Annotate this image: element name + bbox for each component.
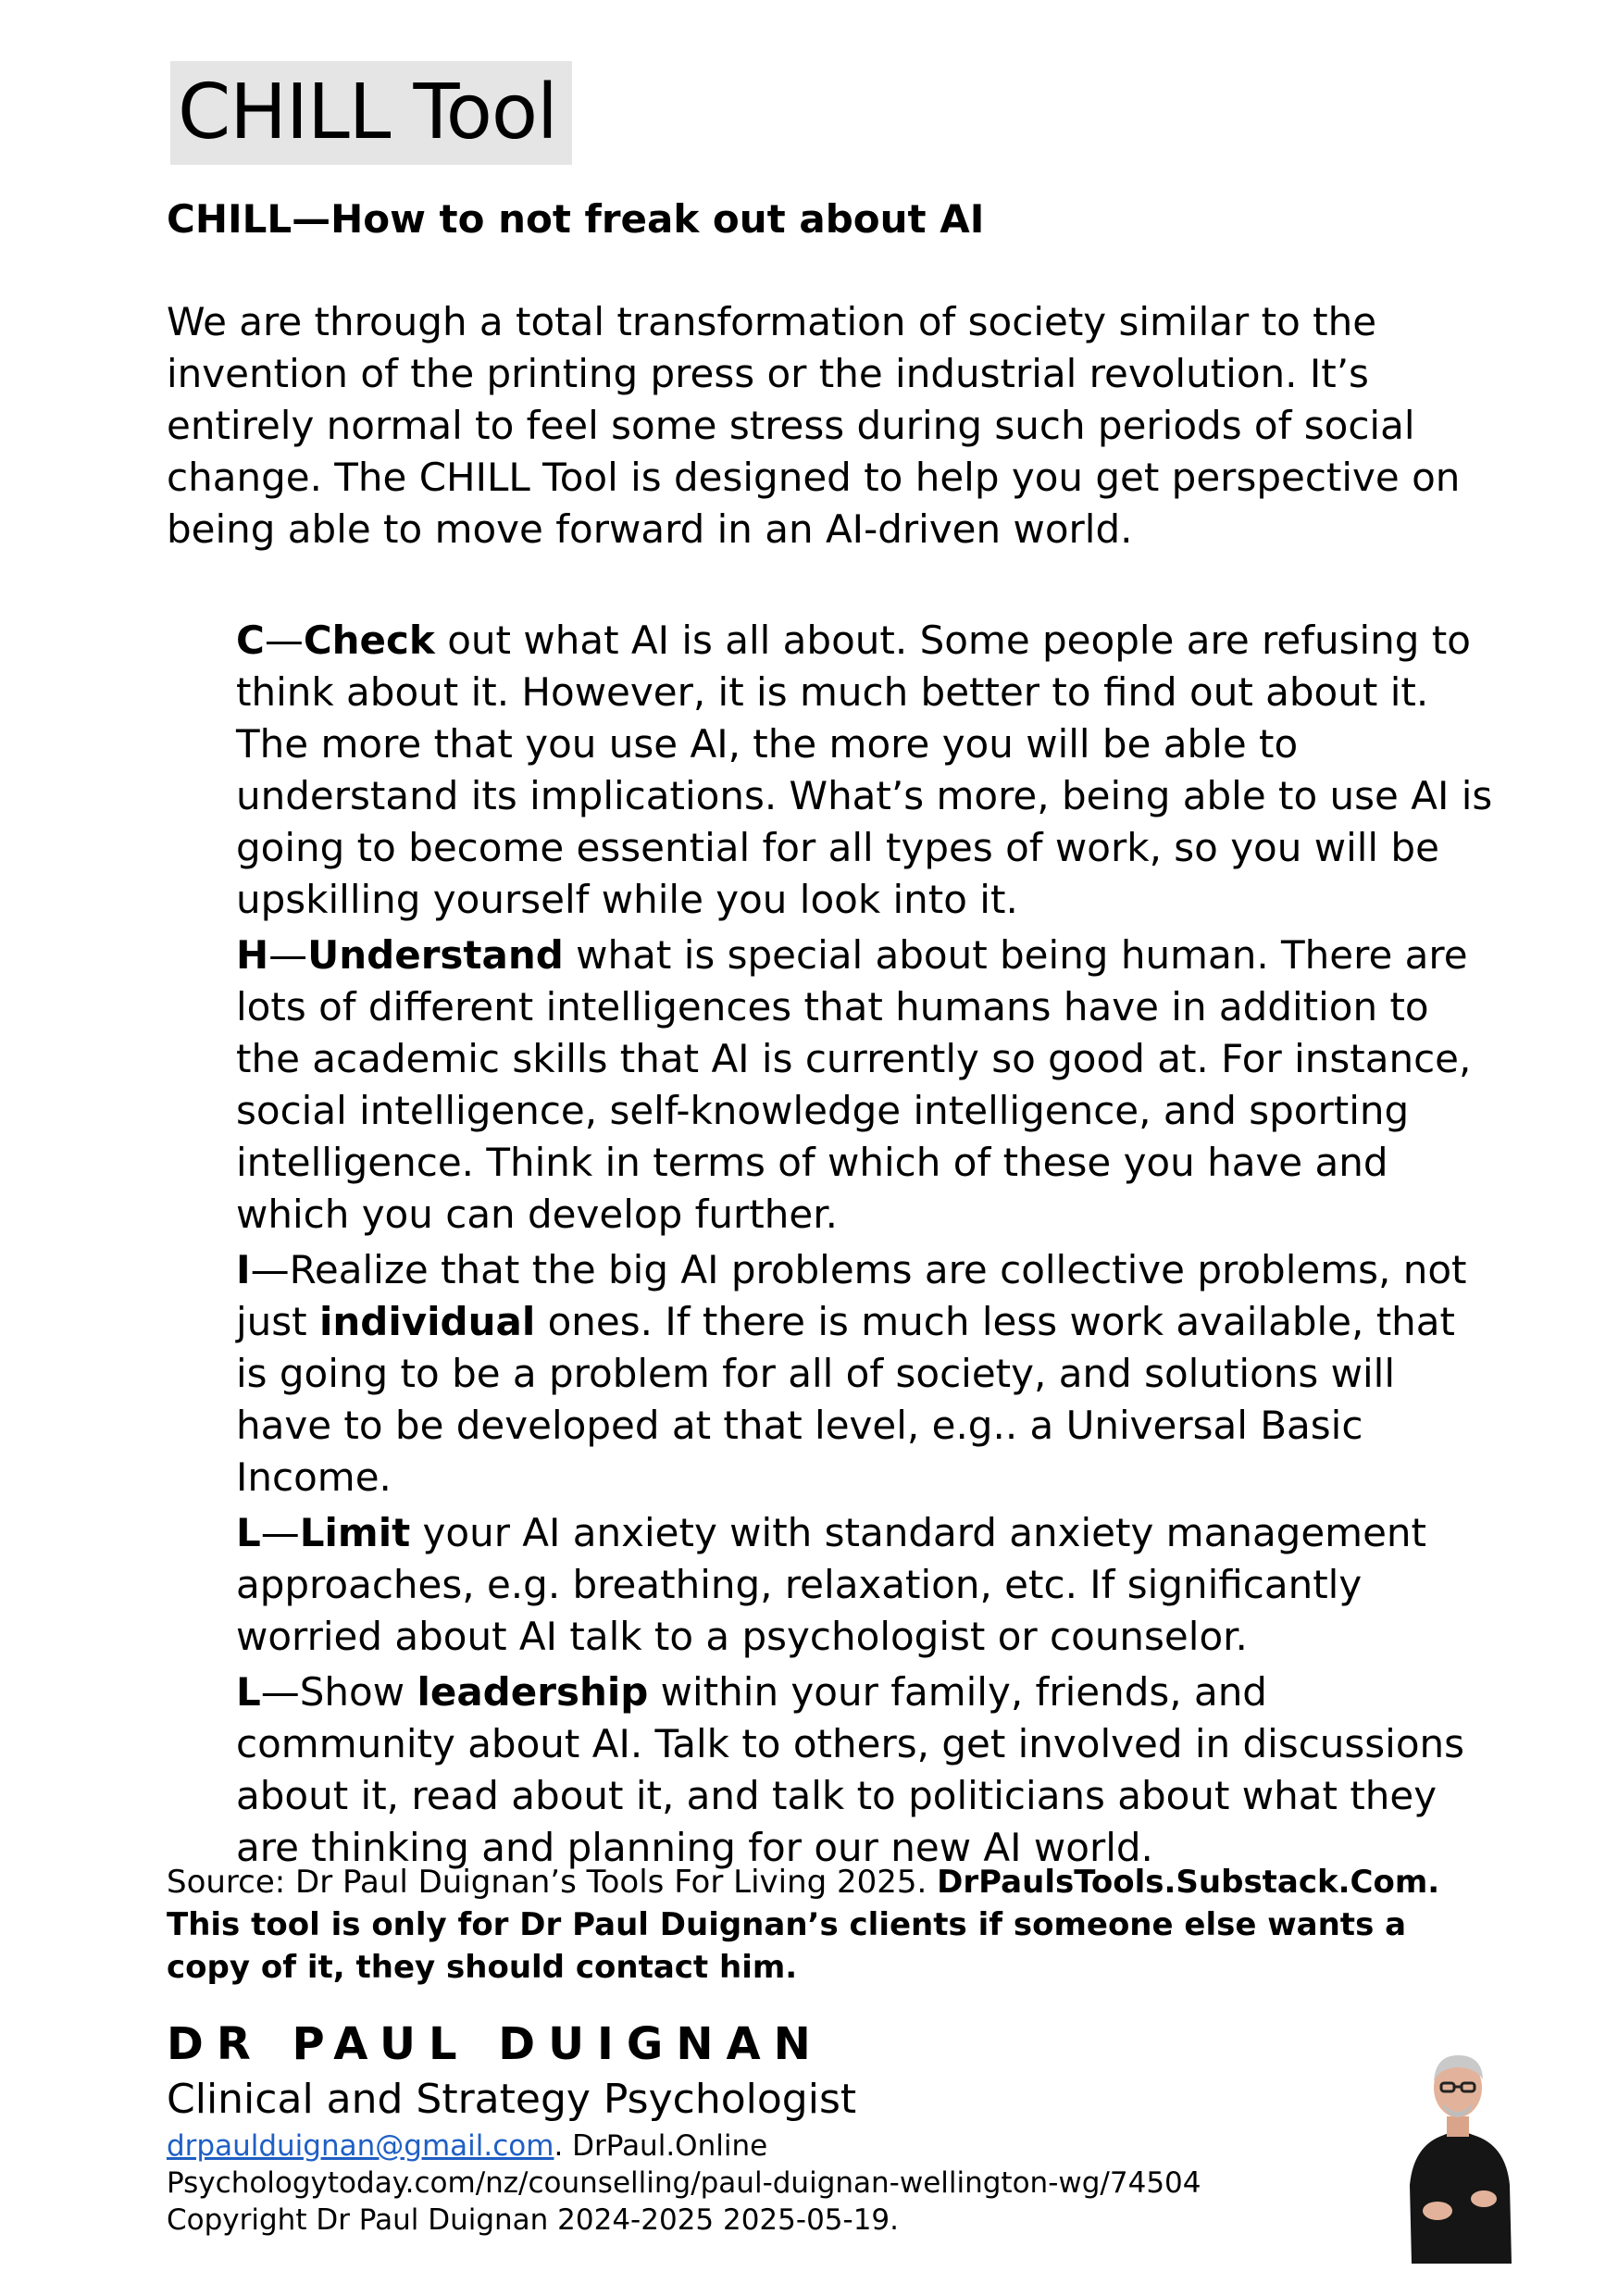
author-photo [1393, 2037, 1523, 2264]
item-dash: — [260, 1510, 300, 1555]
item-letter: H [236, 932, 269, 978]
list-item-h [236, 930, 1495, 1241]
item-pre: Realize that the big AI problems are collective problems, not just [236, 1247, 1467, 1344]
list-item-l-limit [236, 1507, 1495, 1663]
profile-url: Psychologytoday.com/nz/counselling/paul-duignan-wellington-wg/74504 [167, 2166, 1201, 2200]
item-text: your AI anxiety with standard anxiety management approaches, e.g. breathing, relaxation, etc. If significantly worried about AI talk to a psychologist or counselor. [236, 1510, 1427, 1659]
item-pre: Show [299, 1669, 417, 1715]
item-letter: L [236, 1669, 261, 1715]
item-dash: — [250, 1247, 290, 1292]
list-item-c [236, 615, 1495, 926]
item-text: ones. If there is much less work available, that is going to be a problem for all of society, and solutions will have to be developed at that level, e.g.. a Universal Basic Income. [236, 1299, 1455, 1500]
subtitle: CHILL—How to not freak out about AI [167, 196, 985, 242]
intro-paragraph: We are through a total transformation of society similar to the invention of the printing press or the industrial revolution. It’s entirely normal to feel some stress during such periods of social change. The CHILL Tool is designed to help you get perspective on being able to move forward in an AI-driven world. [167, 299, 1461, 552]
source-prefix: Source: Dr Paul Duignan’s Tools For Living 2025. [167, 1864, 938, 1901]
source-notice: This tool is only for Dr Paul Duignan’s clients if someone else wants a copy of it, they should contact him. [167, 1906, 1407, 1986]
item-keyword: Understand [307, 932, 564, 978]
source-note [167, 1861, 1481, 1989]
item-keyword: leadership [417, 1669, 649, 1715]
item-text: within your family, friends, and community about AI. Talk to others, get involved in discussions about it, read about it, and talk to politicians about what they are thinking and planning for our new AI world. [236, 1669, 1465, 1870]
author-role: Clinical and Strategy Psychologist [167, 2076, 857, 2123]
item-text: what is special about being human. There are lots of different intelligences that humans have in addition to the academic skills that AI is currently so good at. For instance, social intelligence, self-knowledge intelligence, and sporting intelligence. Think in terms of which of these you have and which you can develop further. [236, 932, 1472, 1237]
list-item-i [236, 1244, 1495, 1504]
item-keyword: Check [303, 618, 435, 663]
author-name: DR PAUL DUIGNAN [167, 2018, 824, 2070]
email-line [167, 2128, 1201, 2165]
contact-block [167, 2128, 1201, 2239]
item-dash: — [268, 932, 308, 978]
item-letter: C [236, 618, 265, 663]
copyright-text: Copyright Dr Paul Duignan 2024-2025 2025-05-19. [167, 2203, 899, 2237]
item-keyword: Limit [299, 1510, 411, 1555]
page-title: CHILL Tool [170, 61, 572, 165]
item-dash: — [264, 618, 304, 663]
email-link[interactable]: drpaulduignan@gmail.com [167, 2129, 554, 2163]
item-keyword: individual [319, 1299, 536, 1344]
chill-list [236, 615, 1495, 1878]
website-text: . DrPaul.Online [554, 2129, 768, 2163]
item-dash: — [260, 1669, 300, 1715]
source-site-link: DrPaulsTools.Substack.Com. [937, 1864, 1440, 1901]
list-item-l-leadership [236, 1666, 1495, 1874]
item-letter: I [236, 1247, 251, 1292]
item-letter: L [236, 1510, 261, 1555]
item-text: out what AI is all about. Some people are refusing to think about it. However, it is much better to find out about it. The more that you use AI, the more you will be able to understand its implications. What’s more, being able to use AI is going to become essential for all types of work, so you will be upskilling yourself while you look into it. [236, 618, 1493, 922]
